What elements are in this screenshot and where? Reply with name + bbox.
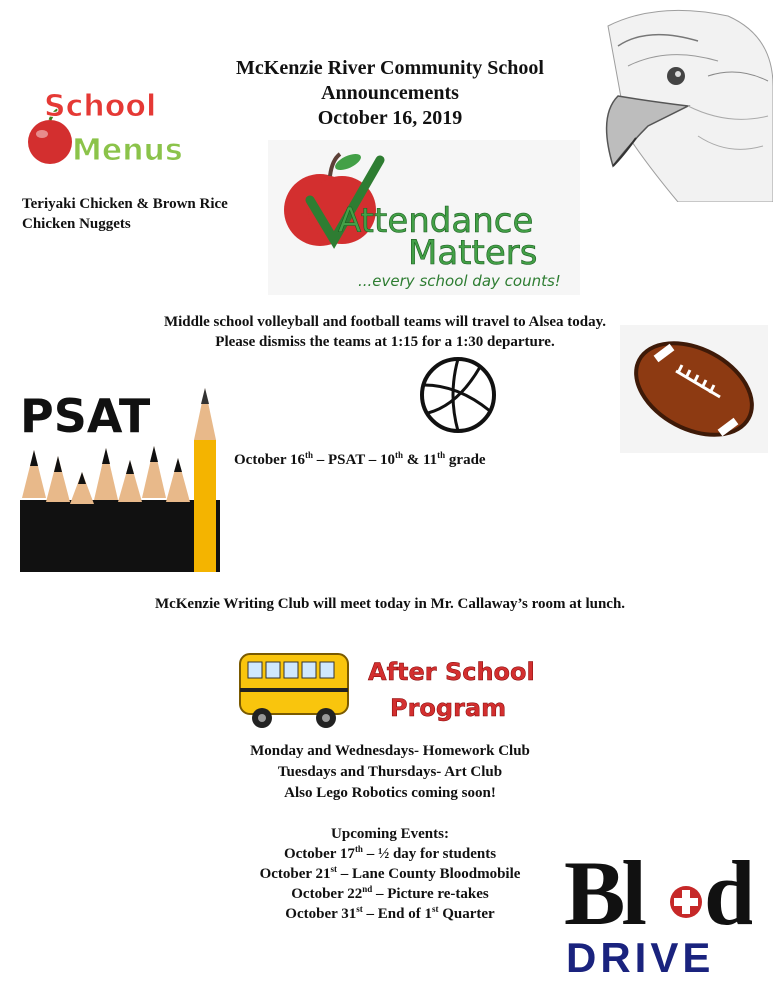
school-bus-icon [240, 654, 348, 728]
psat-pencils-image [20, 380, 220, 572]
psat-sup: th [394, 450, 403, 460]
menu-item: Chicken Nuggets [22, 216, 131, 232]
attendance-matters-logo [268, 140, 580, 295]
upcoming-events [180, 824, 600, 924]
apple-icon [28, 120, 72, 164]
attendance-word: Attendance [338, 201, 534, 241]
event-item: October 31st – End of 1st Quarter [285, 904, 495, 922]
club-line: Monday and Wednesdays- Homework Club [250, 743, 530, 759]
after-school-line1: After School [368, 658, 535, 686]
club-line: Also Lego Robotics coming soon! [284, 785, 496, 801]
event-item: October 22nd – Picture re-takes [291, 884, 489, 902]
psat-announcement [234, 452, 564, 469]
psat-logo-text: PSAT [20, 389, 151, 443]
school-menus-logo [20, 84, 210, 174]
page-title: Announcements [321, 82, 459, 104]
school-name: McKenzie River Community School [236, 57, 544, 79]
blood-word-d: d [704, 842, 752, 944]
blood-word-bl: Bl [564, 842, 643, 944]
sports-announcement [60, 312, 710, 352]
attendance-tagline: ...every school day counts! [358, 272, 561, 290]
logo-word-menus: Menus [72, 133, 183, 168]
announcement-date: October 16, 2019 [317, 107, 463, 129]
sports-line: Please dismiss the teams at 1:15 for a 1:30 departure. [215, 334, 555, 350]
psat-sup: th [304, 450, 313, 460]
football-icon [620, 325, 768, 453]
matters-word: Matters [408, 233, 538, 273]
after-school-clubs [180, 741, 600, 804]
menu-items [22, 194, 282, 234]
psat-text-part: October 16 [234, 452, 305, 468]
club-line: Tuesdays and Thursdays- Art Club [277, 764, 503, 780]
eagle-sketch-image [588, 6, 773, 202]
event-item: October 17th – ½ day for students [283, 844, 497, 862]
after-school-program-banner [238, 638, 538, 736]
psat-text-part: grade [445, 452, 486, 468]
sports-line: Middle school volleyball and football teams will travel to Alsea today. [163, 314, 607, 330]
psat-sup: th [437, 450, 446, 460]
menu-item: Teriyaki Chicken & Brown Rice [22, 196, 228, 212]
after-school-line2: Program [390, 694, 507, 722]
announcement-header [170, 56, 610, 131]
logo-word-school: School [44, 89, 157, 124]
drive-word: DRIVE [566, 934, 715, 978]
psat-text-part: – PSAT – 10 [312, 452, 395, 468]
psat-text-part: & 11 [402, 452, 438, 468]
blood-drive-logo [562, 826, 752, 978]
volleyball-icon [418, 355, 498, 435]
writing-club-announcement: McKenzie Writing Club will meet today in Mr. Callaway’s room at lunch. [154, 596, 626, 612]
events-heading: Upcoming Events: [331, 826, 449, 842]
event-item: October 21st – Lane County Bloodmobile [259, 864, 521, 882]
